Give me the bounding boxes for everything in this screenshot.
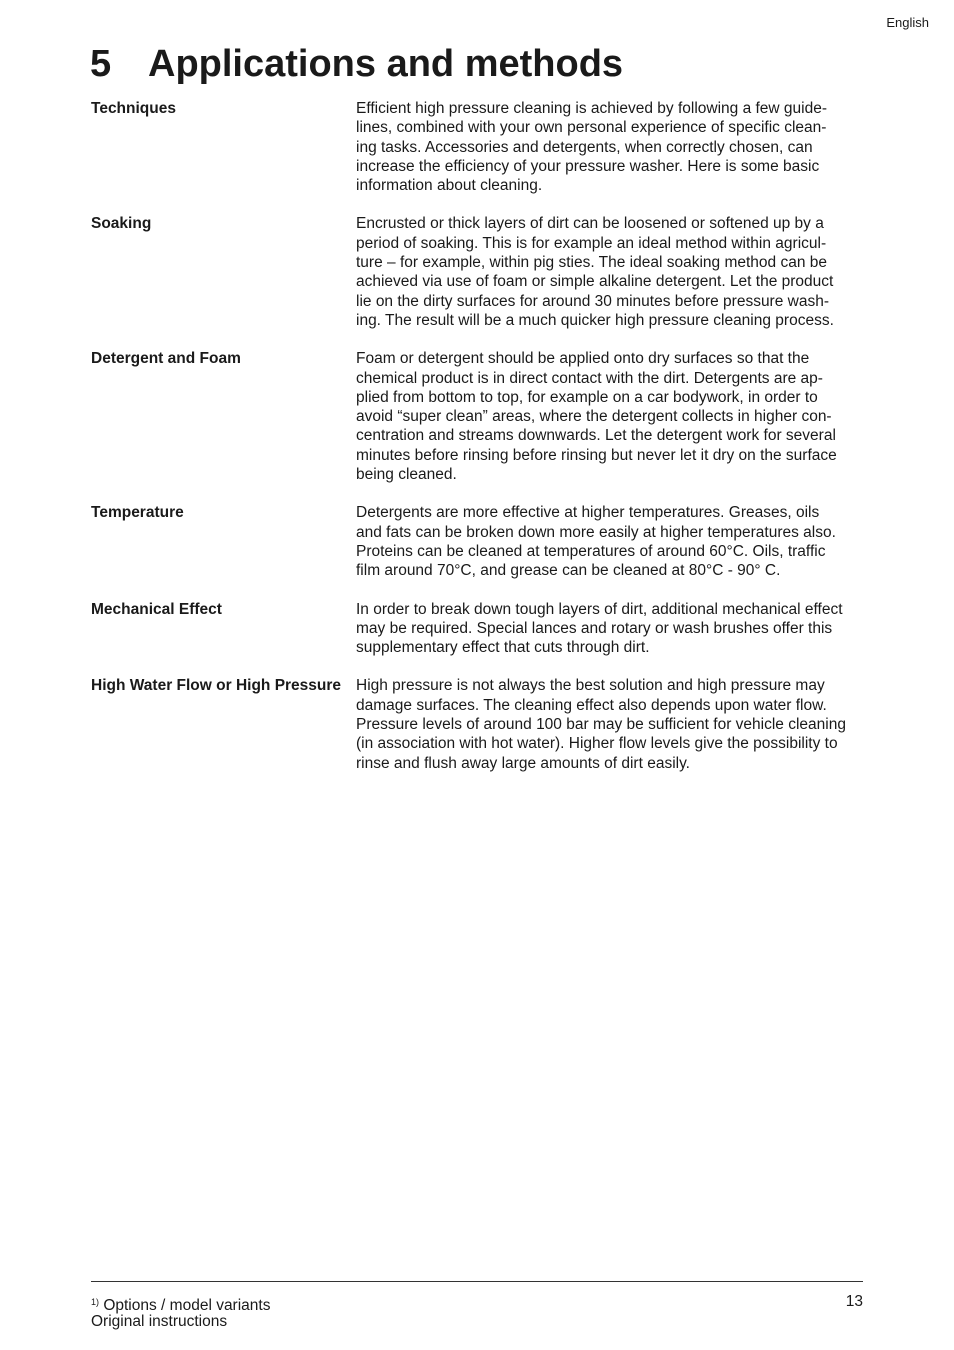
section-body [356, 99, 863, 195]
section-body-line: achieved via use of foam or simple alkaline detergent. Let the product [356, 273, 834, 291]
section-body-line: Foam or detergent should be applied onto dry surfaces so that the [356, 350, 810, 368]
section-body-line: ing tasks. Accessories and detergents, when correctly chosen, can [356, 138, 813, 156]
section-body-line: may be required. Special lances and rotary or wash brushes offer this [356, 619, 833, 637]
section-body-line: Pressure levels of around 100 bar may be sufficient for vehicle cleaning [356, 716, 846, 734]
section-body-line: lie on the dirty surfaces for around 30 minutes before pressure wash- [356, 292, 829, 310]
section-body-line: Proteins can be cleaned at temperatures of around 60°C. Oils, traffic [356, 542, 826, 560]
section-body-line: plied from bottom to top, for example on a car bodywork, in order to [356, 388, 818, 406]
section-body-line: ture – for example, within pig sties. The ideal soaking method can be [356, 254, 828, 272]
section-row [91, 349, 863, 484]
section-body-line: film around 70°C, and grease can be cleaned at 80°C - 90° C. [356, 562, 781, 580]
section-row [91, 600, 863, 658]
section-row [91, 99, 863, 195]
section-body [356, 600, 863, 658]
section-body [356, 214, 863, 330]
section-label: Temperature [91, 504, 184, 522]
footnote-text: Options / model variants [103, 1297, 271, 1314]
section-body-line: (in association with hot water). Higher flow levels give the possibility to [356, 735, 838, 753]
section-body [356, 676, 863, 772]
section-body-line: chemical product is in direct contact with the dirt. Detergents are ap- [356, 369, 823, 387]
section-body [356, 503, 863, 580]
document-subtitle: Original instructions [91, 1313, 228, 1330]
section-row [91, 503, 863, 580]
section-body-line: lines, combined with your own personal experience of specific clean- [356, 119, 827, 137]
section-body-line: information about cleaning. [356, 177, 543, 195]
section-body-line: damage surfaces. The cleaning effect also depends upon water flow. [356, 696, 827, 714]
page-number: 13 [845, 1293, 863, 1310]
chapter-number: 5 [90, 43, 112, 85]
section-body-line: supplementary effect that cuts through dirt. [356, 639, 650, 657]
section-row [91, 214, 863, 330]
section-label: Mechanical Effect [91, 600, 222, 618]
section-label: High Water Flow or High Pressure [91, 677, 342, 695]
section-label: Techniques [91, 100, 176, 117]
section-body-line: avoid “super clean” areas, where the detergent collects in higher con- [356, 408, 832, 426]
section-label: Detergent and Foam [91, 350, 241, 368]
section-body-line: increase the efficiency of your pressure washer. Here is some basic [356, 157, 820, 175]
section-body-line: Encrusted or thick layers of dirt can be loosened or softened up by a [356, 215, 824, 233]
chapter-heading [90, 40, 623, 88]
chapter-title: Applications and methods [148, 43, 624, 85]
section-body-line: Detergents are more effective at higher temperatures. Greases, oils [356, 504, 820, 522]
section-body-line: centration and streams downwards. Let the detergent work for several [356, 427, 836, 445]
section-row [91, 676, 863, 772]
footnote-marker: 1) [91, 1297, 100, 1307]
section-body-line: In order to break down tough layers of dirt, additional mechanical effect [356, 600, 843, 618]
section-body-line: and fats can be broken down more easily at higher temperatures also. [356, 523, 836, 541]
language-label: English [886, 15, 929, 30]
section-list [91, 99, 863, 792]
section-body-line: minutes before rinsing before rinsing but never let it dry on the surface [356, 446, 837, 464]
section-body-line: ing. The result will be a much quicker high pressure cleaning process. [356, 311, 834, 329]
section-body-line: period of soaking. This is for example an ideal method within agricul- [356, 234, 827, 252]
section-label: Soaking [91, 215, 152, 233]
section-body-line: Efficient high pressure cleaning is achieved by following a few guide- [356, 100, 828, 117]
section-body [356, 349, 863, 484]
section-body-line: rinse and flush away large amounts of dirt easily. [356, 754, 690, 772]
section-body-line: being cleaned. [356, 466, 457, 484]
section-body-line: High pressure is not always the best solution and high pressure may [356, 677, 825, 695]
footer-divider [91, 1281, 863, 1282]
